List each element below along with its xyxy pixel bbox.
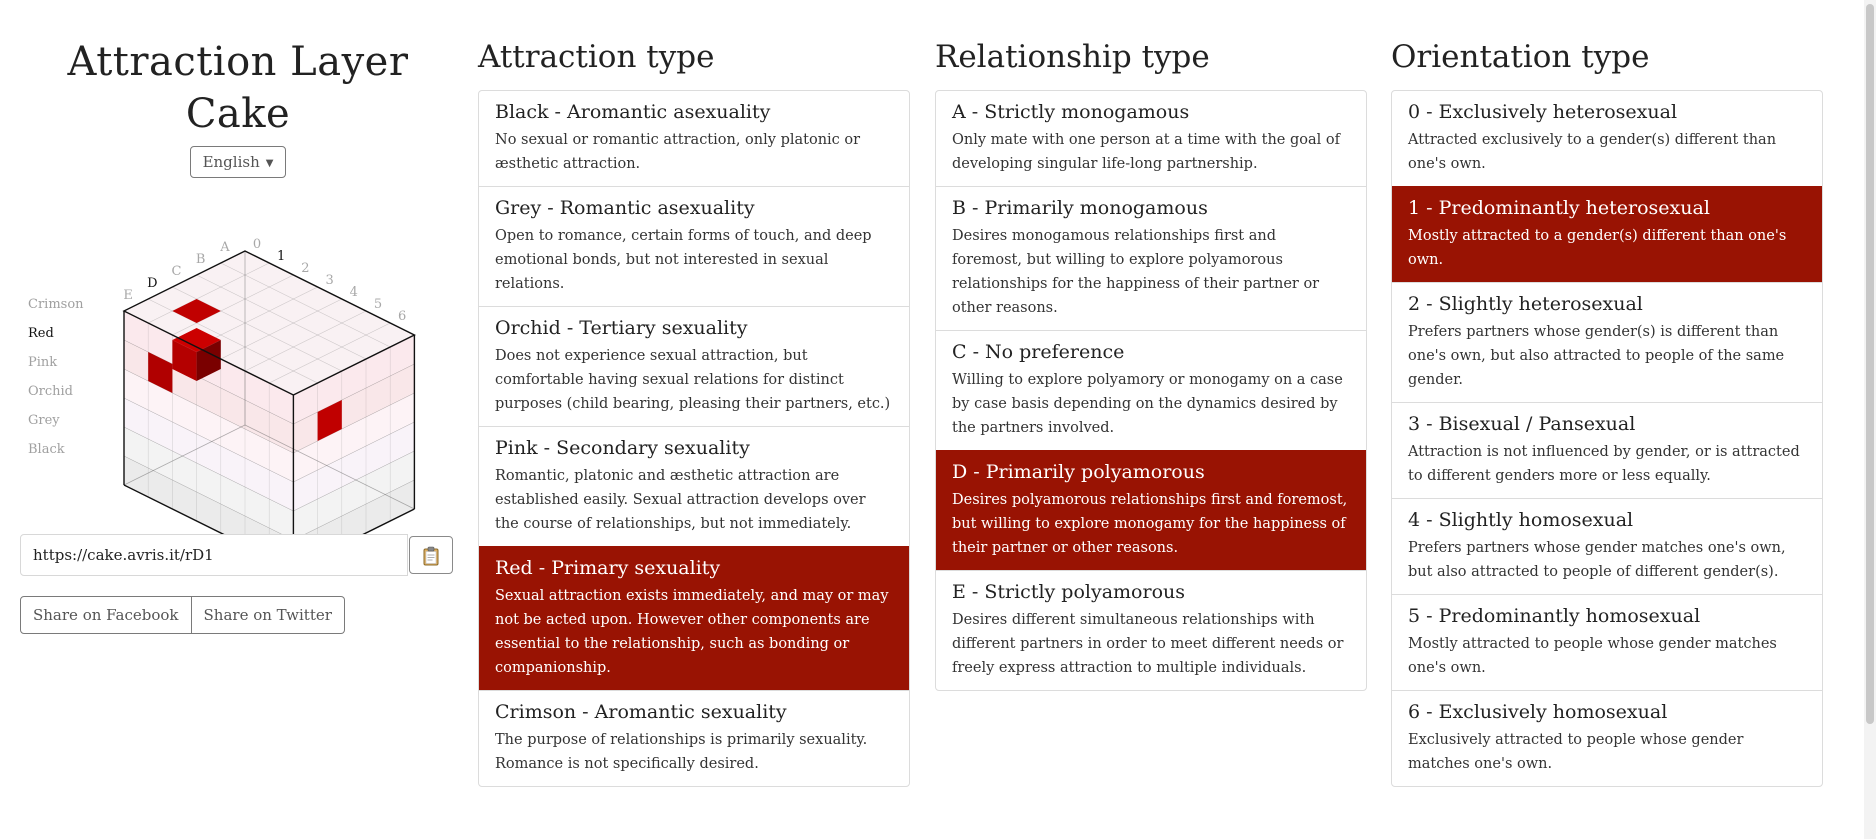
attraction-column: [478, 36, 910, 787]
attraction-option[interactable]: [479, 186, 909, 306]
relationship-axis-label[interactable]: C: [171, 264, 182, 279]
relationship-axis-label[interactable]: B: [195, 252, 206, 267]
share-url-row: [20, 534, 456, 578]
attraction-option-title: Crimson - Aromantic sexuality: [495, 701, 787, 723]
page-scrollbar[interactable]: [1864, 0, 1876, 839]
attraction-option-title: Grey - Romantic asexuality: [495, 197, 755, 219]
attraction-option-title: Red - Primary sexuality: [495, 557, 721, 579]
orientation-option-description: Prefers partners whose gender(s) is different than one's own, but also attracted to people of the same gender.: [1408, 324, 1785, 388]
orientation-axis-label[interactable]: 5: [373, 297, 383, 312]
attraction-option-description: Does not experience sexual attraction, but comfortable having sexual relations for distinct purposes (child bearing, pleasing their partners, etc.): [495, 348, 891, 412]
attraction-option-description: The purpose of relationships is primarily sexuality. Romance is not specifically desired.: [495, 732, 868, 772]
orientation-axis-label[interactable]: 1: [277, 249, 286, 264]
layer-cake-cube: [20, 184, 456, 554]
orientation-axis-label[interactable]: 0: [252, 237, 262, 252]
attraction-option-description: Romantic, platonic and æsthetic attraction are established easily. Sexual attraction develops over the course of relationships, but not immediately.: [495, 468, 866, 532]
orientation-option[interactable]: [1392, 186, 1822, 282]
orientation-option-title: 5 - Predominantly homosexual: [1408, 605, 1701, 627]
relationship-option-title: D - Primarily polyamorous: [952, 461, 1205, 483]
relationship-option[interactable]: [936, 186, 1366, 330]
relationship-option-title: C - No preference: [952, 341, 1125, 363]
relationship-option[interactable]: [936, 570, 1366, 690]
share-facebook-button[interactable]: Share on Facebook: [20, 596, 192, 634]
attraction-option-title: Black - Aromantic asexuality: [495, 101, 771, 123]
orientation-axis-label[interactable]: 4: [349, 285, 358, 300]
orientation-axis-label[interactable]: 3: [325, 273, 334, 288]
attraction-option-description: Open to romance, certain forms of touch, and deep emotional bonds, but not interested in sexual relations.: [495, 228, 872, 292]
orientation-option-title: 4 - Slightly homosexual: [1408, 509, 1634, 531]
left-panel: [20, 36, 456, 624]
orientation-option-title: 0 - Exclusively heterosexual: [1408, 101, 1678, 123]
share-buttons: [20, 596, 345, 634]
share-url-input[interactable]: [20, 534, 408, 576]
orientation-option-description: Exclusively attracted to people whose gender matches one's own.: [1408, 732, 1744, 772]
orientation-option-description: Mostly attracted to a gender(s) different than one's own.: [1408, 228, 1787, 268]
orientation-axis-label[interactable]: 2: [301, 261, 310, 276]
attraction-option-description: Sexual attraction exists immediately, and may or may not be acted upon. However other components are essential to the relationship, such as bonding or companionship.: [495, 588, 889, 676]
attraction-option[interactable]: [479, 426, 909, 546]
relationship-option-title: A - Strictly monogamous: [952, 101, 1190, 123]
orientation-list: [1391, 90, 1823, 787]
relationship-heading: Relationship type: [935, 39, 1210, 75]
attraction-list: [478, 90, 910, 787]
orientation-heading: Orientation type: [1391, 39, 1650, 75]
language-label: English: [202, 153, 260, 171]
orientation-option[interactable]: [1392, 498, 1822, 594]
page-title: Attraction Layer Cake: [67, 39, 409, 137]
relationship-option[interactable]: [936, 330, 1366, 450]
attraction-option[interactable]: [479, 546, 909, 690]
relationship-axis-label[interactable]: A: [220, 240, 230, 255]
relationship-column: [935, 36, 1367, 691]
orientation-option[interactable]: [1392, 594, 1822, 690]
relationship-axis-label[interactable]: E: [123, 288, 133, 303]
orientation-axis-label[interactable]: 6: [398, 309, 407, 324]
clipboard-icon: [422, 546, 440, 566]
language-selector-wrap: [20, 146, 456, 178]
relationship-option-title: B - Primarily monogamous: [952, 197, 1208, 219]
attraction-option[interactable]: [479, 690, 909, 786]
orientation-option-title: 2 - Slightly heterosexual: [1408, 293, 1643, 315]
layer-label[interactable]: Pink: [28, 355, 58, 370]
relationship-option-description: Desires monogamous relationships first and foremost, but willing to explore polyamorous relationships for the happiness of their partner or other reasons.: [952, 228, 1320, 316]
copy-button[interactable]: [409, 536, 453, 574]
layer-label[interactable]: Grey: [28, 413, 60, 428]
orientation-option-title: 3 - Bisexual / Pansexual: [1408, 413, 1636, 435]
orientation-option-description: Mostly attracted to people whose gender matches one's own.: [1408, 636, 1777, 676]
attraction-heading: Attraction type: [478, 39, 715, 75]
attraction-option-title: Pink - Secondary sexuality: [495, 437, 750, 459]
language-dropdown[interactable]: [190, 146, 287, 178]
layer-label[interactable]: Crimson: [28, 297, 84, 312]
relationship-option[interactable]: [936, 450, 1366, 570]
orientation-option-title: 1 - Predominantly heterosexual: [1408, 197, 1710, 219]
orientation-option[interactable]: [1392, 690, 1822, 786]
attraction-option-title: Orchid - Tertiary sexuality: [495, 317, 748, 339]
orientation-option[interactable]: [1392, 282, 1822, 402]
share-twitter-button[interactable]: Share on Twitter: [192, 596, 345, 634]
relationship-option-description: Desires different simultaneous relationships with different partners in order to meet different needs or freely express attraction to multiple individuals.: [952, 612, 1344, 676]
cube-visualization[interactable]: [20, 184, 456, 554]
relationship-option-description: Only mate with one person at a time with the goal of developing singular life-long partnership.: [952, 132, 1340, 172]
orientation-option-description: Attracted exclusively to a gender(s) different than one's own.: [1408, 132, 1777, 172]
layer-label[interactable]: Orchid: [28, 384, 74, 399]
orientation-option-description: Prefers partners whose gender matches one's own, but also attracted to people of different gender(s).: [1408, 540, 1786, 580]
attraction-option-description: No sexual or romantic attraction, only platonic or æsthetic attraction.: [495, 132, 861, 172]
caret-down-icon: ▼: [265, 157, 274, 169]
relationship-option-description: Desires polyamorous relationships first and foremost, but willing to explore monogamy for the happiness of their partner or other reasons.: [952, 492, 1348, 556]
scrollbar-thumb[interactable]: [1866, 4, 1874, 724]
orientation-option-description: Attraction is not influenced by gender, or is attracted to different genders more or less equally.: [1408, 444, 1800, 484]
relationship-list: [935, 90, 1367, 691]
layer-label[interactable]: Black: [28, 442, 65, 457]
orientation-column: [1391, 36, 1823, 787]
orientation-option-title: 6 - Exclusively homosexual: [1408, 701, 1668, 723]
relationship-option[interactable]: [936, 91, 1366, 186]
orientation-option[interactable]: [1392, 91, 1822, 186]
relationship-axis-label[interactable]: D: [147, 276, 158, 291]
orientation-option[interactable]: [1392, 402, 1822, 498]
attraction-option[interactable]: [479, 306, 909, 426]
relationship-option-description: Willing to explore polyamory or monogamy on a case by case basis depending on the dynamics desired by the partners involved.: [952, 372, 1343, 436]
relationship-option-title: E - Strictly polyamorous: [952, 581, 1186, 603]
attraction-option[interactable]: [479, 91, 909, 186]
layer-label[interactable]: Red: [28, 326, 54, 341]
